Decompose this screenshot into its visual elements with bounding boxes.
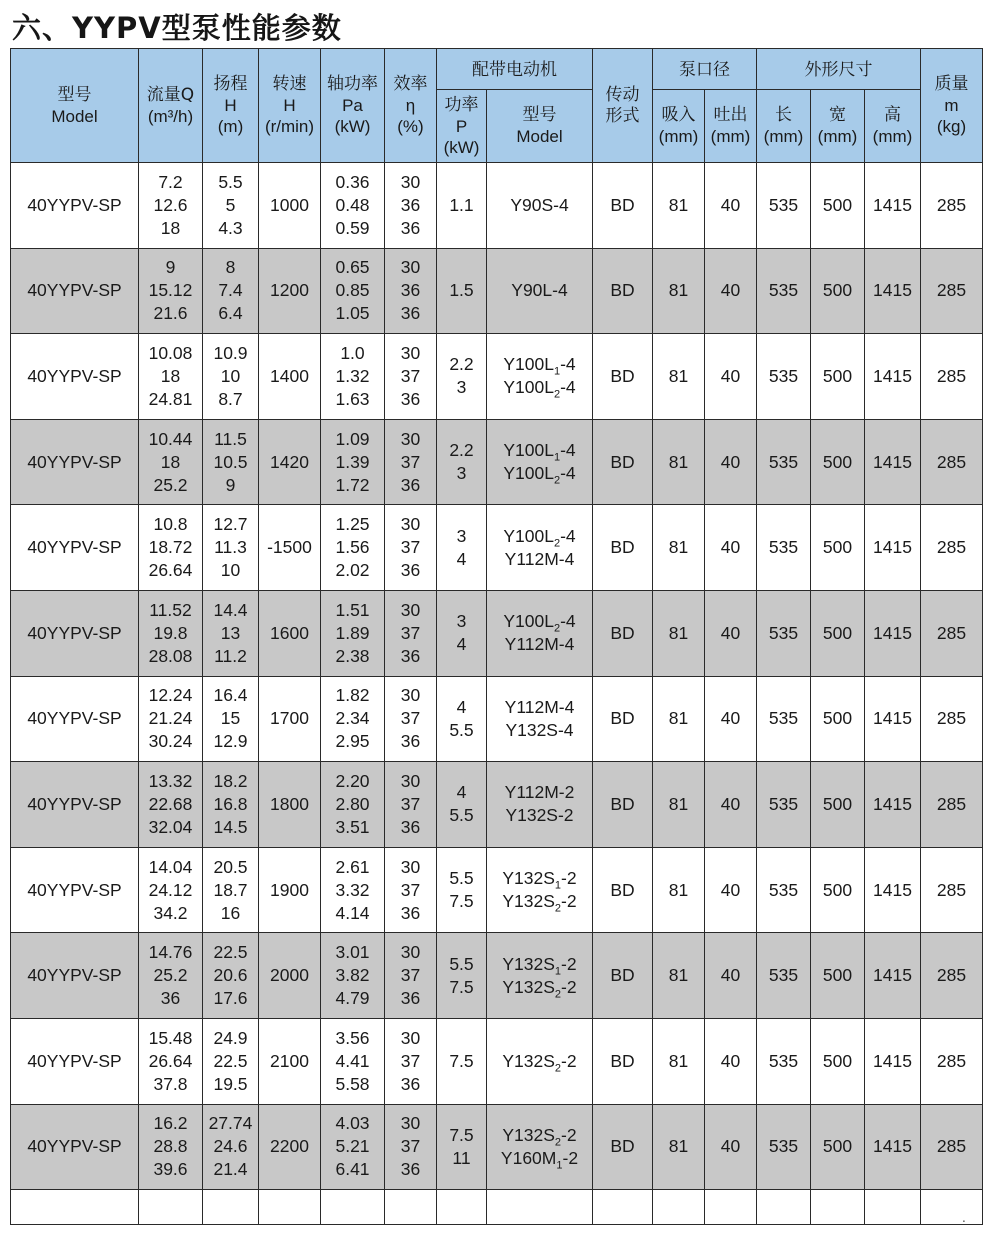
footnote-mark: . — [962, 1211, 966, 1225]
empty-row — [11, 1190, 983, 1225]
cell-height: 1415 — [865, 248, 921, 334]
cell-discharge: 40 — [705, 248, 757, 334]
cell-shaft-power: 1.25 1.56 2.02 — [321, 505, 385, 591]
cell-motor-power: 2.2 3 — [437, 419, 487, 505]
cell-height: 1415 — [865, 419, 921, 505]
cell-speed: 2200 — [259, 1104, 321, 1190]
cell-motor-model: Y90L-4 — [487, 248, 593, 334]
cell-length: 535 — [757, 505, 811, 591]
cell-model: 40YYPV-SP — [11, 248, 139, 334]
cell-flow: 12.24 21.24 30.24 — [139, 676, 203, 762]
cell-motor-power: 2.2 3 — [437, 334, 487, 420]
table-row — [11, 334, 983, 420]
cell-shaft-power: 3.56 4.41 5.58 — [321, 1018, 385, 1104]
cell-model: 40YYPV-SP — [11, 676, 139, 762]
cell-head: 22.5 20.6 17.6 — [203, 933, 259, 1019]
cell-width: 500 — [811, 163, 865, 249]
cell-length: 535 — [757, 248, 811, 334]
cell-motor-power: 4 5.5 — [437, 762, 487, 848]
cell-drive: BD — [593, 762, 653, 848]
cell-speed: 1200 — [259, 248, 321, 334]
cell-model: 40YYPV-SP — [11, 163, 139, 249]
cell-shaft-power: 0.65 0.85 1.05 — [321, 248, 385, 334]
cell-mass: 285 — [921, 419, 983, 505]
cell-motor-model: $Y100L_2-4$ Y112M-4 — [487, 505, 593, 591]
table-header — [11, 49, 983, 163]
cell-flow: 10.08 18 24.81 — [139, 334, 203, 420]
cell-speed: 1600 — [259, 590, 321, 676]
cell-speed: 1420 — [259, 419, 321, 505]
cell-width: 500 — [811, 248, 865, 334]
cell-discharge: 40 — [705, 334, 757, 420]
cell-width: 500 — [811, 1104, 865, 1190]
cell-width: 500 — [811, 933, 865, 1019]
cell-head: 10.9 10 8.7 — [203, 334, 259, 420]
cell-efficiency: 30 36 36 — [385, 163, 437, 249]
cell-height: 1415 — [865, 590, 921, 676]
cell-drive: BD — [593, 1018, 653, 1104]
cell-mass: 285 — [921, 334, 983, 420]
cell-drive: BD — [593, 248, 653, 334]
cell-discharge: 40 — [705, 1104, 757, 1190]
cell-model: 40YYPV-SP — [11, 847, 139, 933]
cell-efficiency: 30 37 36 — [385, 1104, 437, 1190]
cell-suction: 81 — [653, 334, 705, 420]
cell-speed: 2000 — [259, 933, 321, 1019]
table-row — [11, 248, 983, 334]
header-suction: 吸入 (mm) — [653, 90, 705, 163]
cell-flow: 13.32 22.68 32.04 — [139, 762, 203, 848]
cell-motor-model: $Y100L_1-4$ $Y100L_2-4$ — [487, 334, 593, 420]
cell-mass: 285 — [921, 505, 983, 591]
cell-mass: 285 — [921, 933, 983, 1019]
empty-cell — [757, 1190, 811, 1225]
cell-length: 535 — [757, 419, 811, 505]
header-shaft-power: 轴功率 Pa (kW) — [321, 49, 385, 163]
header-mass: 质量 m (kg) — [921, 49, 983, 163]
empty-cell — [437, 1190, 487, 1225]
empty-cell — [321, 1190, 385, 1225]
cell-motor-model: $Y132S_2-2$ — [487, 1018, 593, 1104]
cell-drive: BD — [593, 590, 653, 676]
cell-flow: 16.2 28.8 39.6 — [139, 1104, 203, 1190]
cell-height: 1415 — [865, 163, 921, 249]
header-motor-model: 型号 Model — [487, 90, 593, 163]
cell-flow: 10.44 18 25.2 — [139, 419, 203, 505]
cell-height: 1415 — [865, 762, 921, 848]
header-length: 长 (mm) — [757, 90, 811, 163]
cell-flow: 9 15.12 21.6 — [139, 248, 203, 334]
cell-head: 8 7.4 6.4 — [203, 248, 259, 334]
cell-head: 5.5 5 4.3 — [203, 163, 259, 249]
cell-motor-power: 7.5 11 — [437, 1104, 487, 1190]
cell-suction: 81 — [653, 847, 705, 933]
cell-mass: 285 — [921, 1104, 983, 1190]
cell-drive: BD — [593, 676, 653, 762]
cell-length: 535 — [757, 1104, 811, 1190]
cell-drive: BD — [593, 334, 653, 420]
cell-discharge: 40 — [705, 1018, 757, 1104]
cell-shaft-power: 1.51 1.89 2.38 — [321, 590, 385, 676]
empty-cell — [921, 1190, 983, 1225]
cell-suction: 81 — [653, 933, 705, 1019]
cell-motor-power: 5.5 7.5 — [437, 933, 487, 1019]
cell-speed: 2100 — [259, 1018, 321, 1104]
cell-mass: 285 — [921, 1018, 983, 1104]
cell-width: 500 — [811, 1018, 865, 1104]
cell-motor-power: 3 4 — [437, 590, 487, 676]
cell-flow: 10.8 18.72 26.64 — [139, 505, 203, 591]
header-motor-power: 功率 P (kW) — [437, 90, 487, 163]
cell-speed: 1800 — [259, 762, 321, 848]
cell-shaft-power: 1.09 1.39 1.72 — [321, 419, 385, 505]
cell-mass: 285 — [921, 847, 983, 933]
cell-width: 500 — [811, 419, 865, 505]
table-row — [11, 762, 983, 848]
cell-head: 16.4 15 12.9 — [203, 676, 259, 762]
empty-cell — [385, 1190, 437, 1225]
cell-efficiency: 30 37 36 — [385, 1018, 437, 1104]
empty-cell — [653, 1190, 705, 1225]
cell-shaft-power: 1.0 1.32 1.63 — [321, 334, 385, 420]
table-row — [11, 419, 983, 505]
cell-motor-model: $Y100L_1-4$ $Y100L_2-4$ — [487, 419, 593, 505]
header-flow: 流量Q (m³/h) — [139, 49, 203, 163]
cell-drive: BD — [593, 933, 653, 1019]
empty-cell — [259, 1190, 321, 1225]
table-row — [11, 590, 983, 676]
cell-flow: 14.76 25.2 36 — [139, 933, 203, 1019]
cell-length: 535 — [757, 334, 811, 420]
empty-cell — [865, 1190, 921, 1225]
cell-model: 40YYPV-SP — [11, 933, 139, 1019]
cell-model: 40YYPV-SP — [11, 505, 139, 591]
cell-length: 535 — [757, 590, 811, 676]
cell-model: 40YYPV-SP — [11, 590, 139, 676]
cell-drive: BD — [593, 163, 653, 249]
cell-motor-power: 1.5 — [437, 248, 487, 334]
cell-motor-model: Y112M-4 Y132S-4 — [487, 676, 593, 762]
cell-efficiency: 30 37 36 — [385, 933, 437, 1019]
cell-height: 1415 — [865, 847, 921, 933]
cell-shaft-power: 1.82 2.34 2.95 — [321, 676, 385, 762]
header-discharge: 吐出 (mm) — [705, 90, 757, 163]
cell-shaft-power: 4.03 5.21 6.41 — [321, 1104, 385, 1190]
table-row — [11, 1104, 983, 1190]
cell-length: 535 — [757, 762, 811, 848]
cell-mass: 285 — [921, 590, 983, 676]
table-row — [11, 163, 983, 249]
cell-suction: 81 — [653, 676, 705, 762]
cell-suction: 81 — [653, 1018, 705, 1104]
cell-flow: 14.04 24.12 34.2 — [139, 847, 203, 933]
cell-drive: BD — [593, 505, 653, 591]
cell-height: 1415 — [865, 505, 921, 591]
cell-motor-power: 3 4 — [437, 505, 487, 591]
cell-suction: 81 — [653, 163, 705, 249]
cell-speed: 1000 — [259, 163, 321, 249]
cell-suction: 81 — [653, 419, 705, 505]
header-diameter-group: 泵口径 — [653, 49, 757, 90]
cell-motor-power: 7.5 — [437, 1018, 487, 1104]
cell-head: 27.74 24.6 21.4 — [203, 1104, 259, 1190]
cell-head: 24.9 22.5 19.5 — [203, 1018, 259, 1104]
empty-cell — [203, 1190, 259, 1225]
empty-cell — [11, 1190, 139, 1225]
cell-head: 11.5 10.5 9 — [203, 419, 259, 505]
cell-height: 1415 — [865, 1104, 921, 1190]
cell-suction: 81 — [653, 505, 705, 591]
cell-head: 14.4 13 11.2 — [203, 590, 259, 676]
cell-motor-model: $Y100L_2-4$ Y112M-4 — [487, 590, 593, 676]
cell-motor-power: 4 5.5 — [437, 676, 487, 762]
cell-model: 40YYPV-SP — [11, 419, 139, 505]
empty-cell — [139, 1190, 203, 1225]
cell-length: 535 — [757, 847, 811, 933]
cell-motor-model: Y90S-4 — [487, 163, 593, 249]
cell-length: 535 — [757, 676, 811, 762]
cell-efficiency: 30 37 36 — [385, 505, 437, 591]
cell-discharge: 40 — [705, 933, 757, 1019]
cell-height: 1415 — [865, 933, 921, 1019]
header-drive: 传动 形式 — [593, 49, 653, 163]
cell-width: 500 — [811, 590, 865, 676]
empty-cell — [705, 1190, 757, 1225]
cell-suction: 81 — [653, 248, 705, 334]
cell-shaft-power: 2.61 3.32 4.14 — [321, 847, 385, 933]
cell-head: 20.5 18.7 16 — [203, 847, 259, 933]
cell-discharge: 40 — [705, 847, 757, 933]
empty-cell — [593, 1190, 653, 1225]
table-row — [11, 676, 983, 762]
table-row — [11, 505, 983, 591]
table-body — [11, 163, 983, 1225]
empty-cell — [811, 1190, 865, 1225]
cell-height: 1415 — [865, 1018, 921, 1104]
cell-motor-model: $Y132S_1-2$ $Y132S_2-2$ — [487, 847, 593, 933]
cell-motor-model: $Y132S_2-2$ $Y160M_1-2$ — [487, 1104, 593, 1190]
cell-suction: 81 — [653, 1104, 705, 1190]
cell-speed: 1400 — [259, 334, 321, 420]
cell-motor-power: 5.5 7.5 — [437, 847, 487, 933]
cell-speed: 1700 — [259, 676, 321, 762]
cell-motor-model: $Y132S_1-2$ $Y132S_2-2$ — [487, 933, 593, 1019]
cell-model: 40YYPV-SP — [11, 1104, 139, 1190]
header-dimensions-group: 外形尺寸 — [757, 49, 921, 90]
cell-flow: 15.48 26.64 37.8 — [139, 1018, 203, 1104]
cell-shaft-power: 0.36 0.48 0.59 — [321, 163, 385, 249]
cell-width: 500 — [811, 762, 865, 848]
cell-discharge: 40 — [705, 590, 757, 676]
cell-suction: 81 — [653, 762, 705, 848]
header-speed: 转速 H (r/min) — [259, 49, 321, 163]
cell-discharge: 40 — [705, 676, 757, 762]
cell-efficiency: 30 37 36 — [385, 590, 437, 676]
cell-suction: 81 — [653, 590, 705, 676]
cell-width: 500 — [811, 334, 865, 420]
cell-length: 535 — [757, 933, 811, 1019]
cell-efficiency: 30 37 36 — [385, 676, 437, 762]
cell-model: 40YYPV-SP — [11, 762, 139, 848]
cell-discharge: 40 — [705, 505, 757, 591]
performance-table — [10, 48, 983, 1225]
cell-length: 535 — [757, 1018, 811, 1104]
cell-head: 18.2 16.8 14.5 — [203, 762, 259, 848]
cell-speed: -1500 — [259, 505, 321, 591]
cell-model: 40YYPV-SP — [11, 334, 139, 420]
empty-cell — [487, 1190, 593, 1225]
header-efficiency: 效率 η (%) — [385, 49, 437, 163]
cell-mass: 285 — [921, 676, 983, 762]
page-title: 六、YYPV型泵性能参数 — [12, 11, 342, 45]
header-motor-group: 配带电动机 — [437, 49, 593, 90]
cell-drive: BD — [593, 847, 653, 933]
table-row — [11, 933, 983, 1019]
cell-speed: 1900 — [259, 847, 321, 933]
cell-mass: 285 — [921, 762, 983, 848]
header-height: 高 (mm) — [865, 90, 921, 163]
cell-width: 500 — [811, 847, 865, 933]
header-width: 宽 (mm) — [811, 90, 865, 163]
cell-drive: BD — [593, 1104, 653, 1190]
cell-model: 40YYPV-SP — [11, 1018, 139, 1104]
cell-width: 500 — [811, 505, 865, 591]
cell-discharge: 40 — [705, 419, 757, 505]
cell-efficiency: 30 37 36 — [385, 334, 437, 420]
cell-motor-model: Y112M-2 Y132S-2 — [487, 762, 593, 848]
cell-length: 535 — [757, 163, 811, 249]
table-row — [11, 1018, 983, 1104]
cell-discharge: 40 — [705, 163, 757, 249]
cell-discharge: 40 — [705, 762, 757, 848]
cell-flow: 11.52 19.8 28.08 — [139, 590, 203, 676]
cell-efficiency: 30 37 36 — [385, 847, 437, 933]
cell-head: 12.7 11.3 10 — [203, 505, 259, 591]
cell-height: 1415 — [865, 676, 921, 762]
cell-flow: 7.2 12.6 18 — [139, 163, 203, 249]
cell-mass: 285 — [921, 163, 983, 249]
cell-mass: 285 — [921, 248, 983, 334]
header-model: 型号 Model — [11, 49, 139, 163]
cell-height: 1415 — [865, 334, 921, 420]
cell-motor-power: 1.1 — [437, 163, 487, 249]
cell-efficiency: 30 37 36 — [385, 419, 437, 505]
header-head: 扬程 H (m) — [203, 49, 259, 163]
cell-efficiency: 30 36 36 — [385, 248, 437, 334]
cell-shaft-power: 3.01 3.82 4.79 — [321, 933, 385, 1019]
cell-drive: BD — [593, 419, 653, 505]
cell-shaft-power: 2.20 2.80 3.51 — [321, 762, 385, 848]
cell-width: 500 — [811, 676, 865, 762]
table-row — [11, 847, 983, 933]
cell-efficiency: 30 37 36 — [385, 762, 437, 848]
